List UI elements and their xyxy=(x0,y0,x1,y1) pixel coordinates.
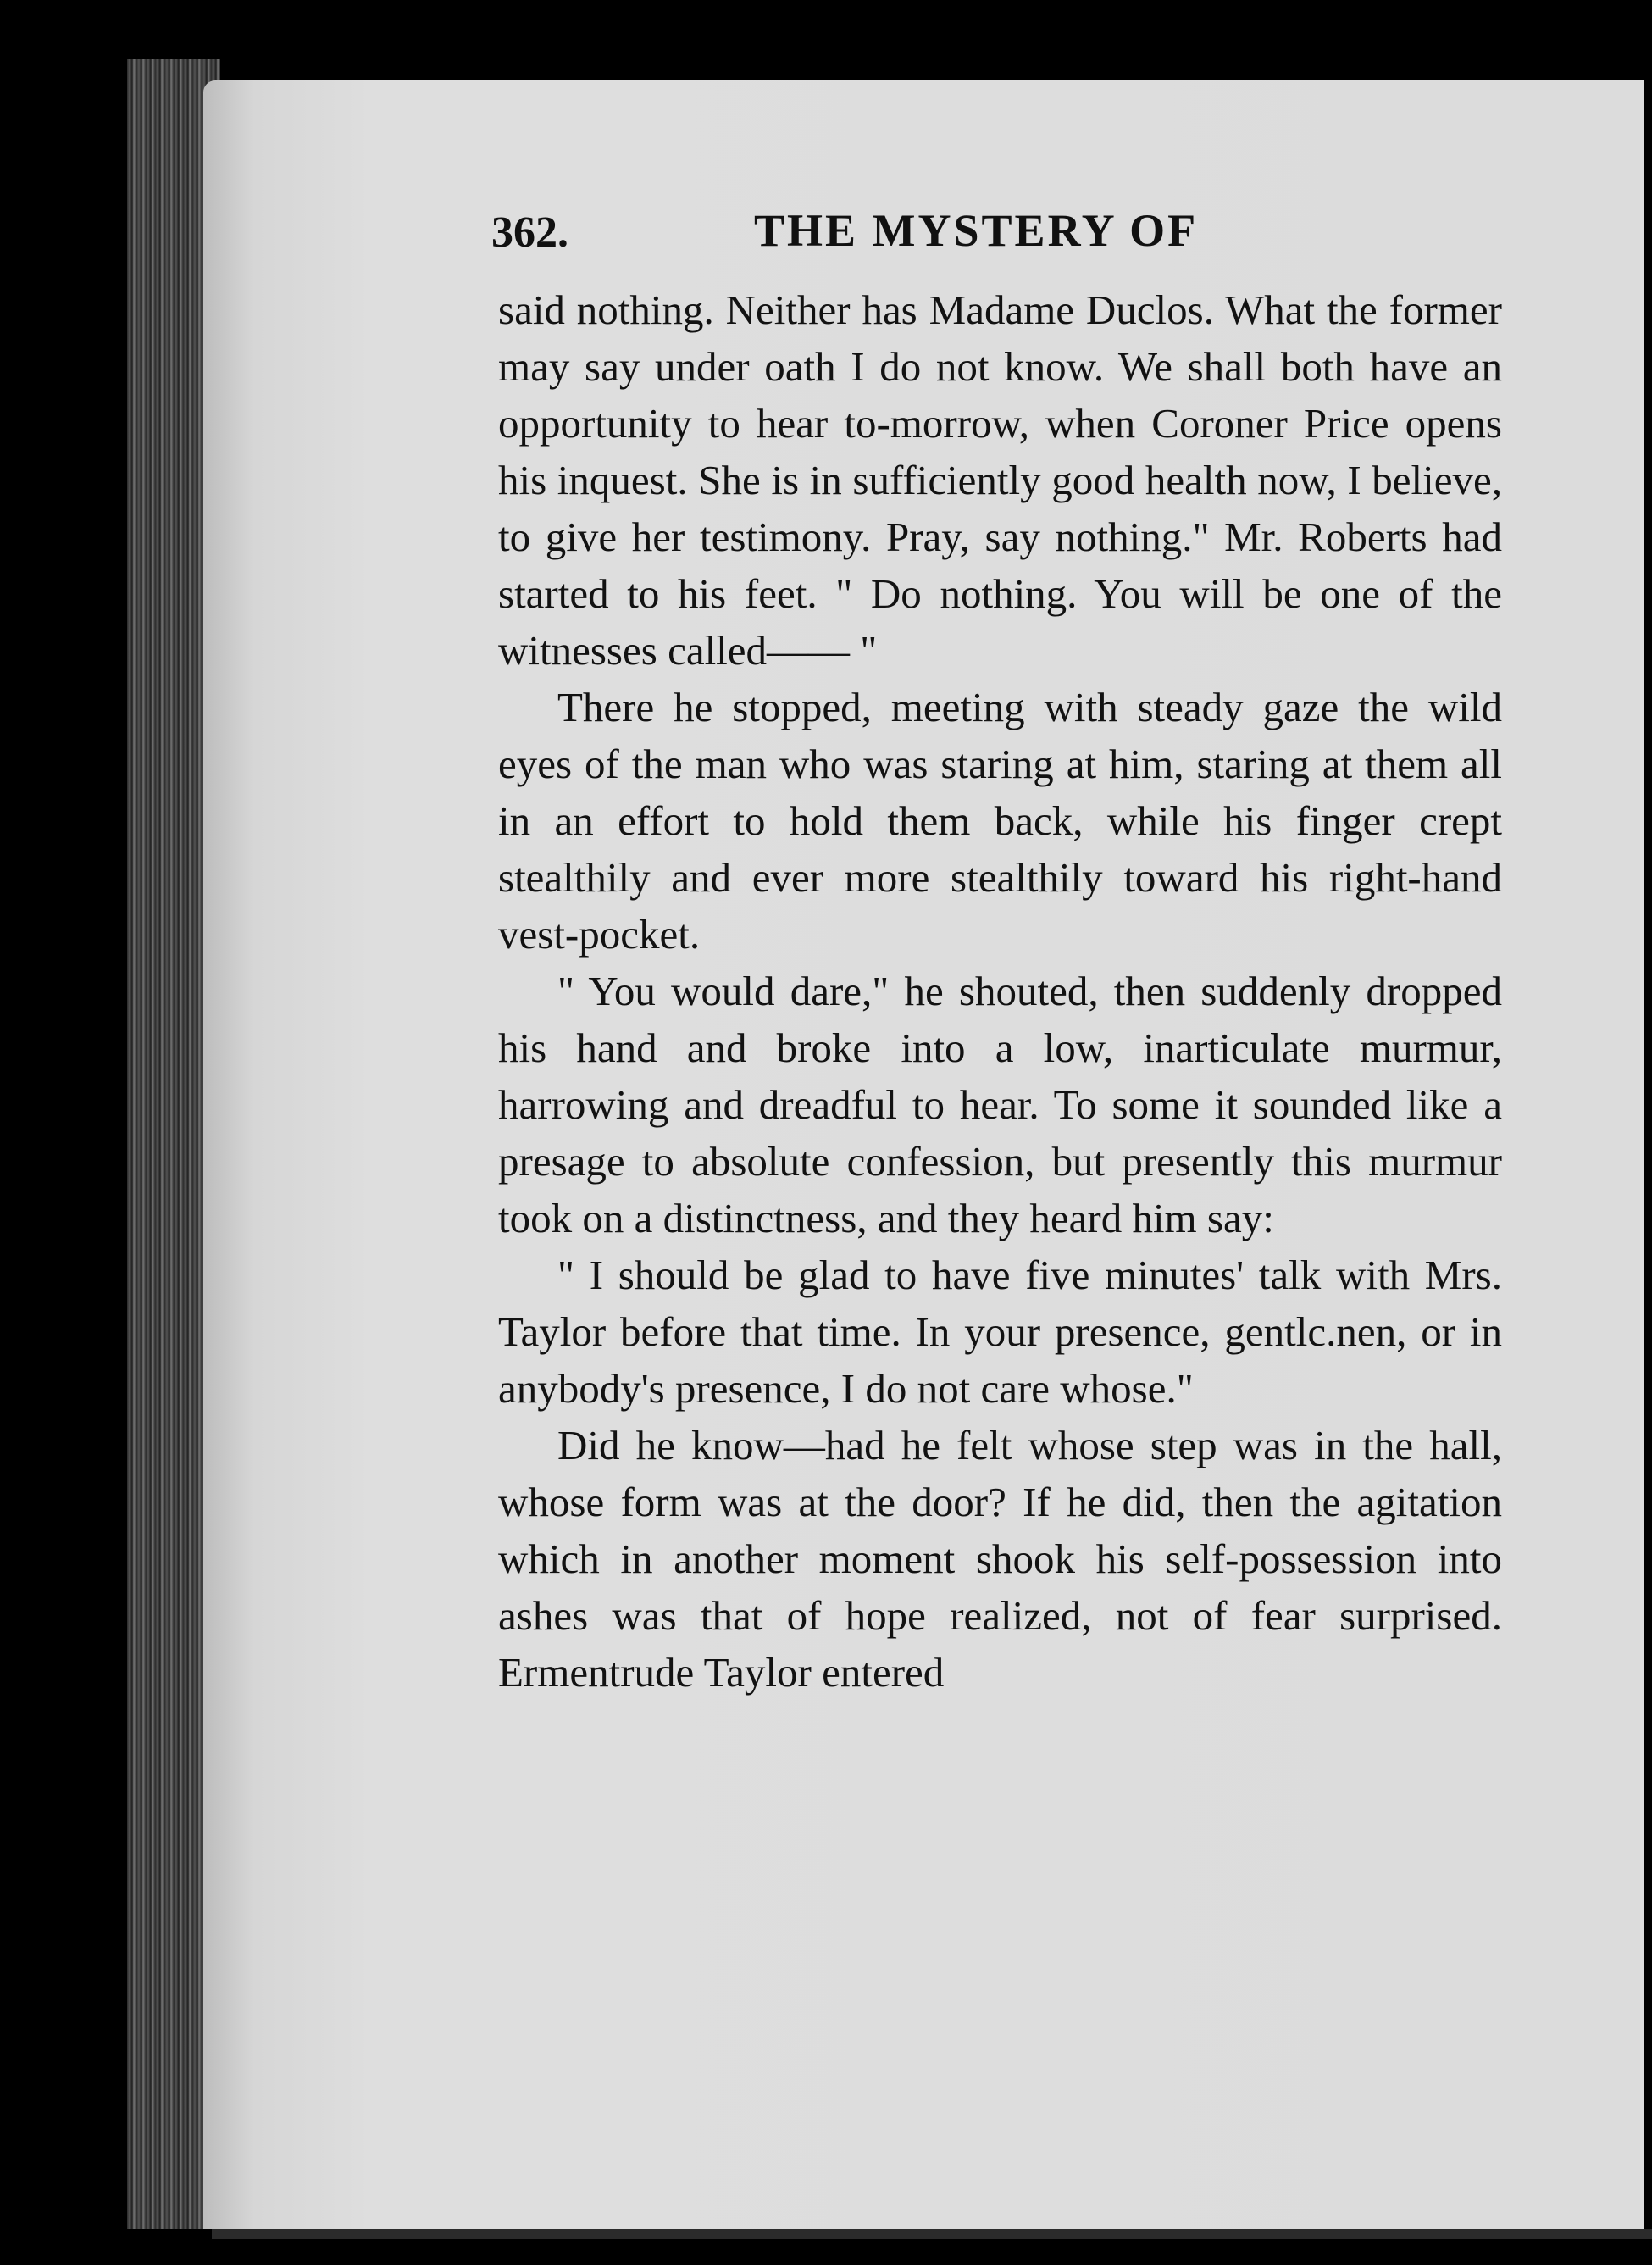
paragraph: Did he know—had he felt whose step was in the hall, whose form was at the door? If he did, then the agitation which in another moment shook his self-possession into ashes was that of hope realized, not of fear surprised. Ermentrude Taylor entered xyxy=(498,1422,1502,1696)
page-bottom-edge xyxy=(212,2229,1652,2239)
page-number: 362. xyxy=(491,208,568,257)
body-text xyxy=(498,281,1502,1701)
paragraph: " You would dare," he shouted, then suddenly dropped his hand and broke into a low, inarticulate murmur, harrowing and dreadful to hear. To some it sounded like a presage to absolute confession, but presently this murmur took on a distinctness, and they heard him say: xyxy=(498,968,1502,1241)
running-title: THE MYSTERY OF xyxy=(754,205,1199,256)
paragraph-continued: said nothing. Neither has Madame Duclos. What the former may say under oath I do not know. We shall both have an opportunity to hear to-morrow, when Coroner Price opens his inquest. She is in sufficiently good health now, I believe, to give her testimony. Pray, say nothing." Mr. Roberts had started to his feet. " Do nothing. You will be one of the witnesses called—— " xyxy=(498,286,1502,674)
paragraph: " I should be glad to have five minutes' talk with Mrs. Taylor before that time. In your presence, gentlc.nen, or in anybody's presence, I do not care whose." xyxy=(498,1252,1502,1412)
page-header xyxy=(491,205,1508,275)
paragraph: There he stopped, meeting with steady gaze the wild eyes of the man who was staring at him, staring at them all in an effort to hold them back, while his finger crept stealthily and ever more stealthily toward his right-hand vest-pocket. xyxy=(498,684,1502,958)
